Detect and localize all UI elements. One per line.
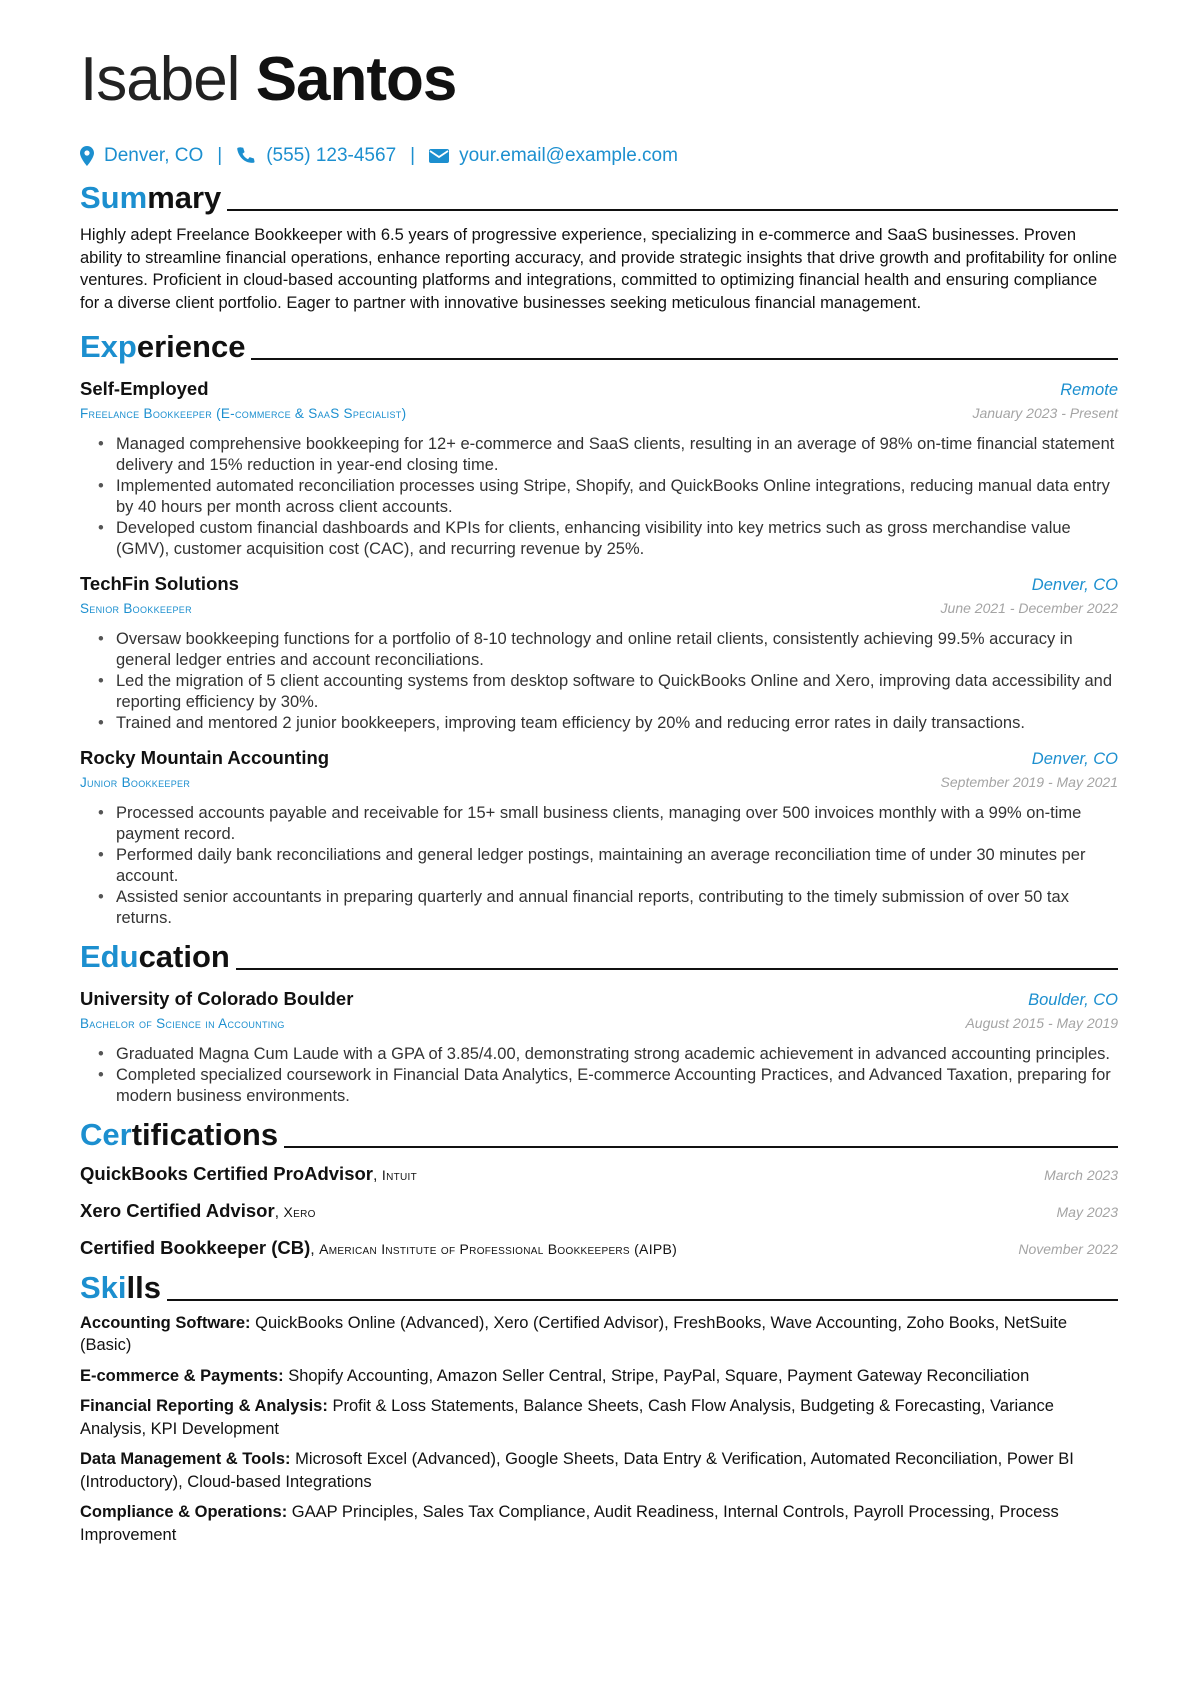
comma: , bbox=[310, 1240, 320, 1258]
education-heading bbox=[80, 935, 1118, 975]
section-title-accent: Ski bbox=[80, 1269, 127, 1305]
certification-date: May 2023 bbox=[1056, 1203, 1118, 1220]
job-title: Junior Bookkeeper bbox=[80, 774, 191, 790]
job-title: Freelance Bookkeeper (E-commerce & SaaS Specialist) bbox=[80, 405, 407, 421]
certification-issuer: American Institute of Professional Bookkeepers (AIPB) bbox=[319, 1240, 678, 1257]
bullet-item: • Implemented automated reconciliation processes using Stripe, Shopify, and QuickBooks Online integrations, reducing manual data entry by 40 hours per month across client accounts. bbox=[98, 476, 1118, 518]
certification-item bbox=[80, 1229, 1118, 1266]
skill-category: Accounting Software: bbox=[80, 1313, 251, 1332]
section-title bbox=[80, 1117, 278, 1153]
skill-category: Financial Reporting & Analysis: bbox=[80, 1397, 328, 1416]
certification-date: November 2022 bbox=[1018, 1240, 1118, 1257]
school-name: University of Colorado Boulder bbox=[80, 987, 354, 1009]
certification-item bbox=[80, 1192, 1118, 1229]
bullet-item: • Assisted senior accountants in preparing quarterly and annual financial reports, contributing to the timely submission of over 50 tax returns. bbox=[98, 887, 1118, 929]
skill-list: GAAP Principles, Sales Tax Compliance, Audit Readiness, Internal Controls, Payroll Processing, Process Improvement bbox=[80, 1503, 1059, 1544]
skills-heading bbox=[80, 1266, 1118, 1306]
job-dates: January 2023 - Present bbox=[972, 404, 1118, 421]
skill-list: Profit & Loss Statements, Balance Sheets, Cash Flow Analysis, Budgeting & Forecasting, Variance Analysis, KPI Development bbox=[80, 1397, 1054, 1438]
bullet-item: • Managed comprehensive bookkeeping for 12+ e-commerce and SaaS clients, resulting in an average of 98% on-time financial statement delivery and 15% reduction in year-end closing time. bbox=[98, 434, 1118, 476]
job-dates: September 2019 - May 2021 bbox=[940, 773, 1118, 790]
resume-page bbox=[80, 40, 1118, 1546]
location-text: Denver, CO bbox=[104, 145, 204, 166]
employer-name: Self-Employed bbox=[80, 377, 209, 399]
bullet-list bbox=[98, 1044, 1118, 1107]
skill-list: Microsoft Excel (Advanced), Google Sheets, Data Entry & Verification, Automated Reconciliation, Power BI (Introductory), Cloud-based Integrations bbox=[80, 1450, 1074, 1491]
school-location: Boulder, CO bbox=[1028, 990, 1118, 1009]
section-rule bbox=[227, 209, 1118, 211]
contact-location bbox=[80, 145, 203, 167]
bullet-item: • Completed specialized coursework in Financial Data Analytics, E-commerce Accounting Practices, and Advanced Taxation, preparing for modern business environments. bbox=[98, 1065, 1118, 1107]
section-title bbox=[80, 329, 245, 365]
bullet-item: • Trained and mentored 2 junior bookkeepers, improving team efficiency by 20% and reducing error rates in daily transactions. bbox=[98, 713, 1118, 734]
job-location: Denver, CO bbox=[1031, 749, 1118, 768]
email-link: your.email@example.com bbox=[459, 145, 678, 166]
section-rule bbox=[251, 358, 1118, 360]
section-rule bbox=[236, 968, 1118, 970]
bullet-item: • Performed daily bank reconciliations and general ledger postings, maintaining an average reconciliation time of under 30 minutes per account. bbox=[98, 845, 1118, 887]
certification-issuer: Intuit bbox=[381, 1166, 418, 1183]
certification-date: March 2023 bbox=[1044, 1166, 1118, 1183]
first-name: Isabel bbox=[80, 45, 240, 114]
contact-email[interactable] bbox=[429, 145, 678, 167]
bullet-list bbox=[98, 434, 1118, 560]
experience-entry bbox=[80, 572, 1118, 734]
job-dates: June 2021 - December 2022 bbox=[940, 599, 1118, 616]
job-location: Denver, CO bbox=[1031, 575, 1118, 594]
skill-group bbox=[80, 1501, 1118, 1546]
bullet-list bbox=[98, 803, 1118, 929]
skill-group bbox=[80, 1448, 1118, 1493]
bullet-item: • Developed custom financial dashboards and KPIs for clients, enhancing visibility into key metrics such as gross merchandise value (GMV), customer acquisition cost (CAC), and recurring revenue by 25%. bbox=[98, 518, 1118, 560]
skill-group bbox=[80, 1365, 1118, 1388]
phone-text: (555) 123-4567 bbox=[266, 145, 397, 166]
bullet-list bbox=[98, 629, 1118, 734]
experience-heading bbox=[80, 325, 1118, 365]
last-name: Santos bbox=[255, 45, 457, 114]
education-entry bbox=[80, 987, 1118, 1107]
skill-list: QuickBooks Online (Advanced), Xero (Certified Advisor), FreshBooks, Wave Accounting, Zoho Books, NetSuite (Basic) bbox=[80, 1313, 1068, 1355]
job-title: Senior Bookkeeper bbox=[80, 600, 192, 616]
section-title-rest: mary bbox=[147, 180, 222, 215]
certification-list bbox=[80, 1155, 1118, 1266]
section-title-rest: cation bbox=[138, 938, 230, 974]
comma: , bbox=[274, 1203, 284, 1221]
skill-list: Shopify Accounting, Amazon Seller Central, Stripe, PayPal, Square, Payment Gateway Reconciliation bbox=[288, 1366, 1030, 1385]
certification-name: Xero Certified Advisor bbox=[80, 1199, 275, 1221]
contact-separator: | bbox=[410, 145, 416, 166]
skill-category: E-commerce & Payments: bbox=[80, 1366, 284, 1385]
section-title bbox=[80, 1270, 161, 1306]
experience-entry bbox=[80, 746, 1118, 929]
summary-text: Highly adept Freelance Bookkeeper with 6.5 years of progressive experience, specializing in e-commerce and SaaS businesses. Proven ability to streamline financial operations, enhance reporting accuracy, and provide strategic insights that drive growth and profitability for online ventures. Proficient in cloud-based accounting platforms and integrations, committed to optimizing financial health and ensuring compliance for a diverse client portfolio. Eager to partner with innovative businesses seeking meticulous financial management. bbox=[80, 226, 1118, 313]
phone-icon bbox=[236, 146, 266, 166]
contact-separator: | bbox=[217, 145, 223, 166]
study-dates: August 2015 - May 2019 bbox=[965, 1014, 1118, 1031]
skill-group bbox=[80, 1395, 1118, 1440]
section-title-accent: Exp bbox=[80, 328, 137, 364]
section-title-accent: Sum bbox=[80, 180, 148, 215]
section-title-rest: tifications bbox=[131, 1116, 279, 1152]
section-title-rest: erience bbox=[136, 328, 246, 364]
skill-category: Data Management & Tools: bbox=[80, 1450, 291, 1469]
section-title bbox=[80, 180, 221, 216]
section-title-rest: lls bbox=[126, 1269, 161, 1305]
bullet-item: • Led the migration of 5 client accounting systems from desktop software to QuickBooks Online and Xero, improving data accessibility and reporting efficiency by 30%. bbox=[98, 671, 1118, 713]
candidate-name bbox=[80, 40, 1118, 120]
job-location: Remote bbox=[1060, 380, 1118, 399]
comma: , bbox=[372, 1166, 382, 1184]
contact-phone[interactable] bbox=[236, 145, 396, 167]
map-pin-icon bbox=[80, 146, 104, 166]
experience-entry bbox=[80, 377, 1118, 560]
certification-name: QuickBooks Certified ProAdvisor bbox=[80, 1162, 373, 1184]
envelope-icon bbox=[429, 148, 459, 164]
section-rule bbox=[167, 1299, 1118, 1301]
bullet-item: • Graduated Magna Cum Laude with a GPA of 3.85/4.00, demonstrating strong academic achievement in advanced accounting principles. bbox=[98, 1044, 1118, 1065]
bullet-item: • Processed accounts payable and receivable for 15+ small business clients, managing over 500 invoices monthly with a 99% on-time payment record. bbox=[98, 803, 1118, 845]
employer-name: TechFin Solutions bbox=[80, 572, 239, 594]
skill-group bbox=[80, 1312, 1118, 1357]
section-title-accent: Cer bbox=[80, 1116, 132, 1152]
section-rule bbox=[284, 1146, 1118, 1148]
certification-issuer: Xero bbox=[283, 1203, 316, 1220]
bullet-item: • Oversaw bookkeeping functions for a portfolio of 8-10 technology and online retail clients, consistently achieving 99.5% accuracy in general ledger entries and account reconciliations. bbox=[98, 629, 1118, 671]
summary-heading bbox=[80, 176, 1118, 216]
section-title-accent: Edu bbox=[80, 938, 139, 974]
certifications-heading bbox=[80, 1113, 1118, 1153]
degree: Bachelor of Science in Accounting bbox=[80, 1015, 285, 1031]
section-title bbox=[80, 939, 230, 975]
skill-category: Compliance & Operations: bbox=[80, 1503, 288, 1522]
employer-name: Rocky Mountain Accounting bbox=[80, 746, 330, 768]
certification-item bbox=[80, 1155, 1118, 1192]
certification-name: Certified Bookkeeper (CB) bbox=[80, 1236, 311, 1258]
contact-bar bbox=[80, 142, 1118, 170]
